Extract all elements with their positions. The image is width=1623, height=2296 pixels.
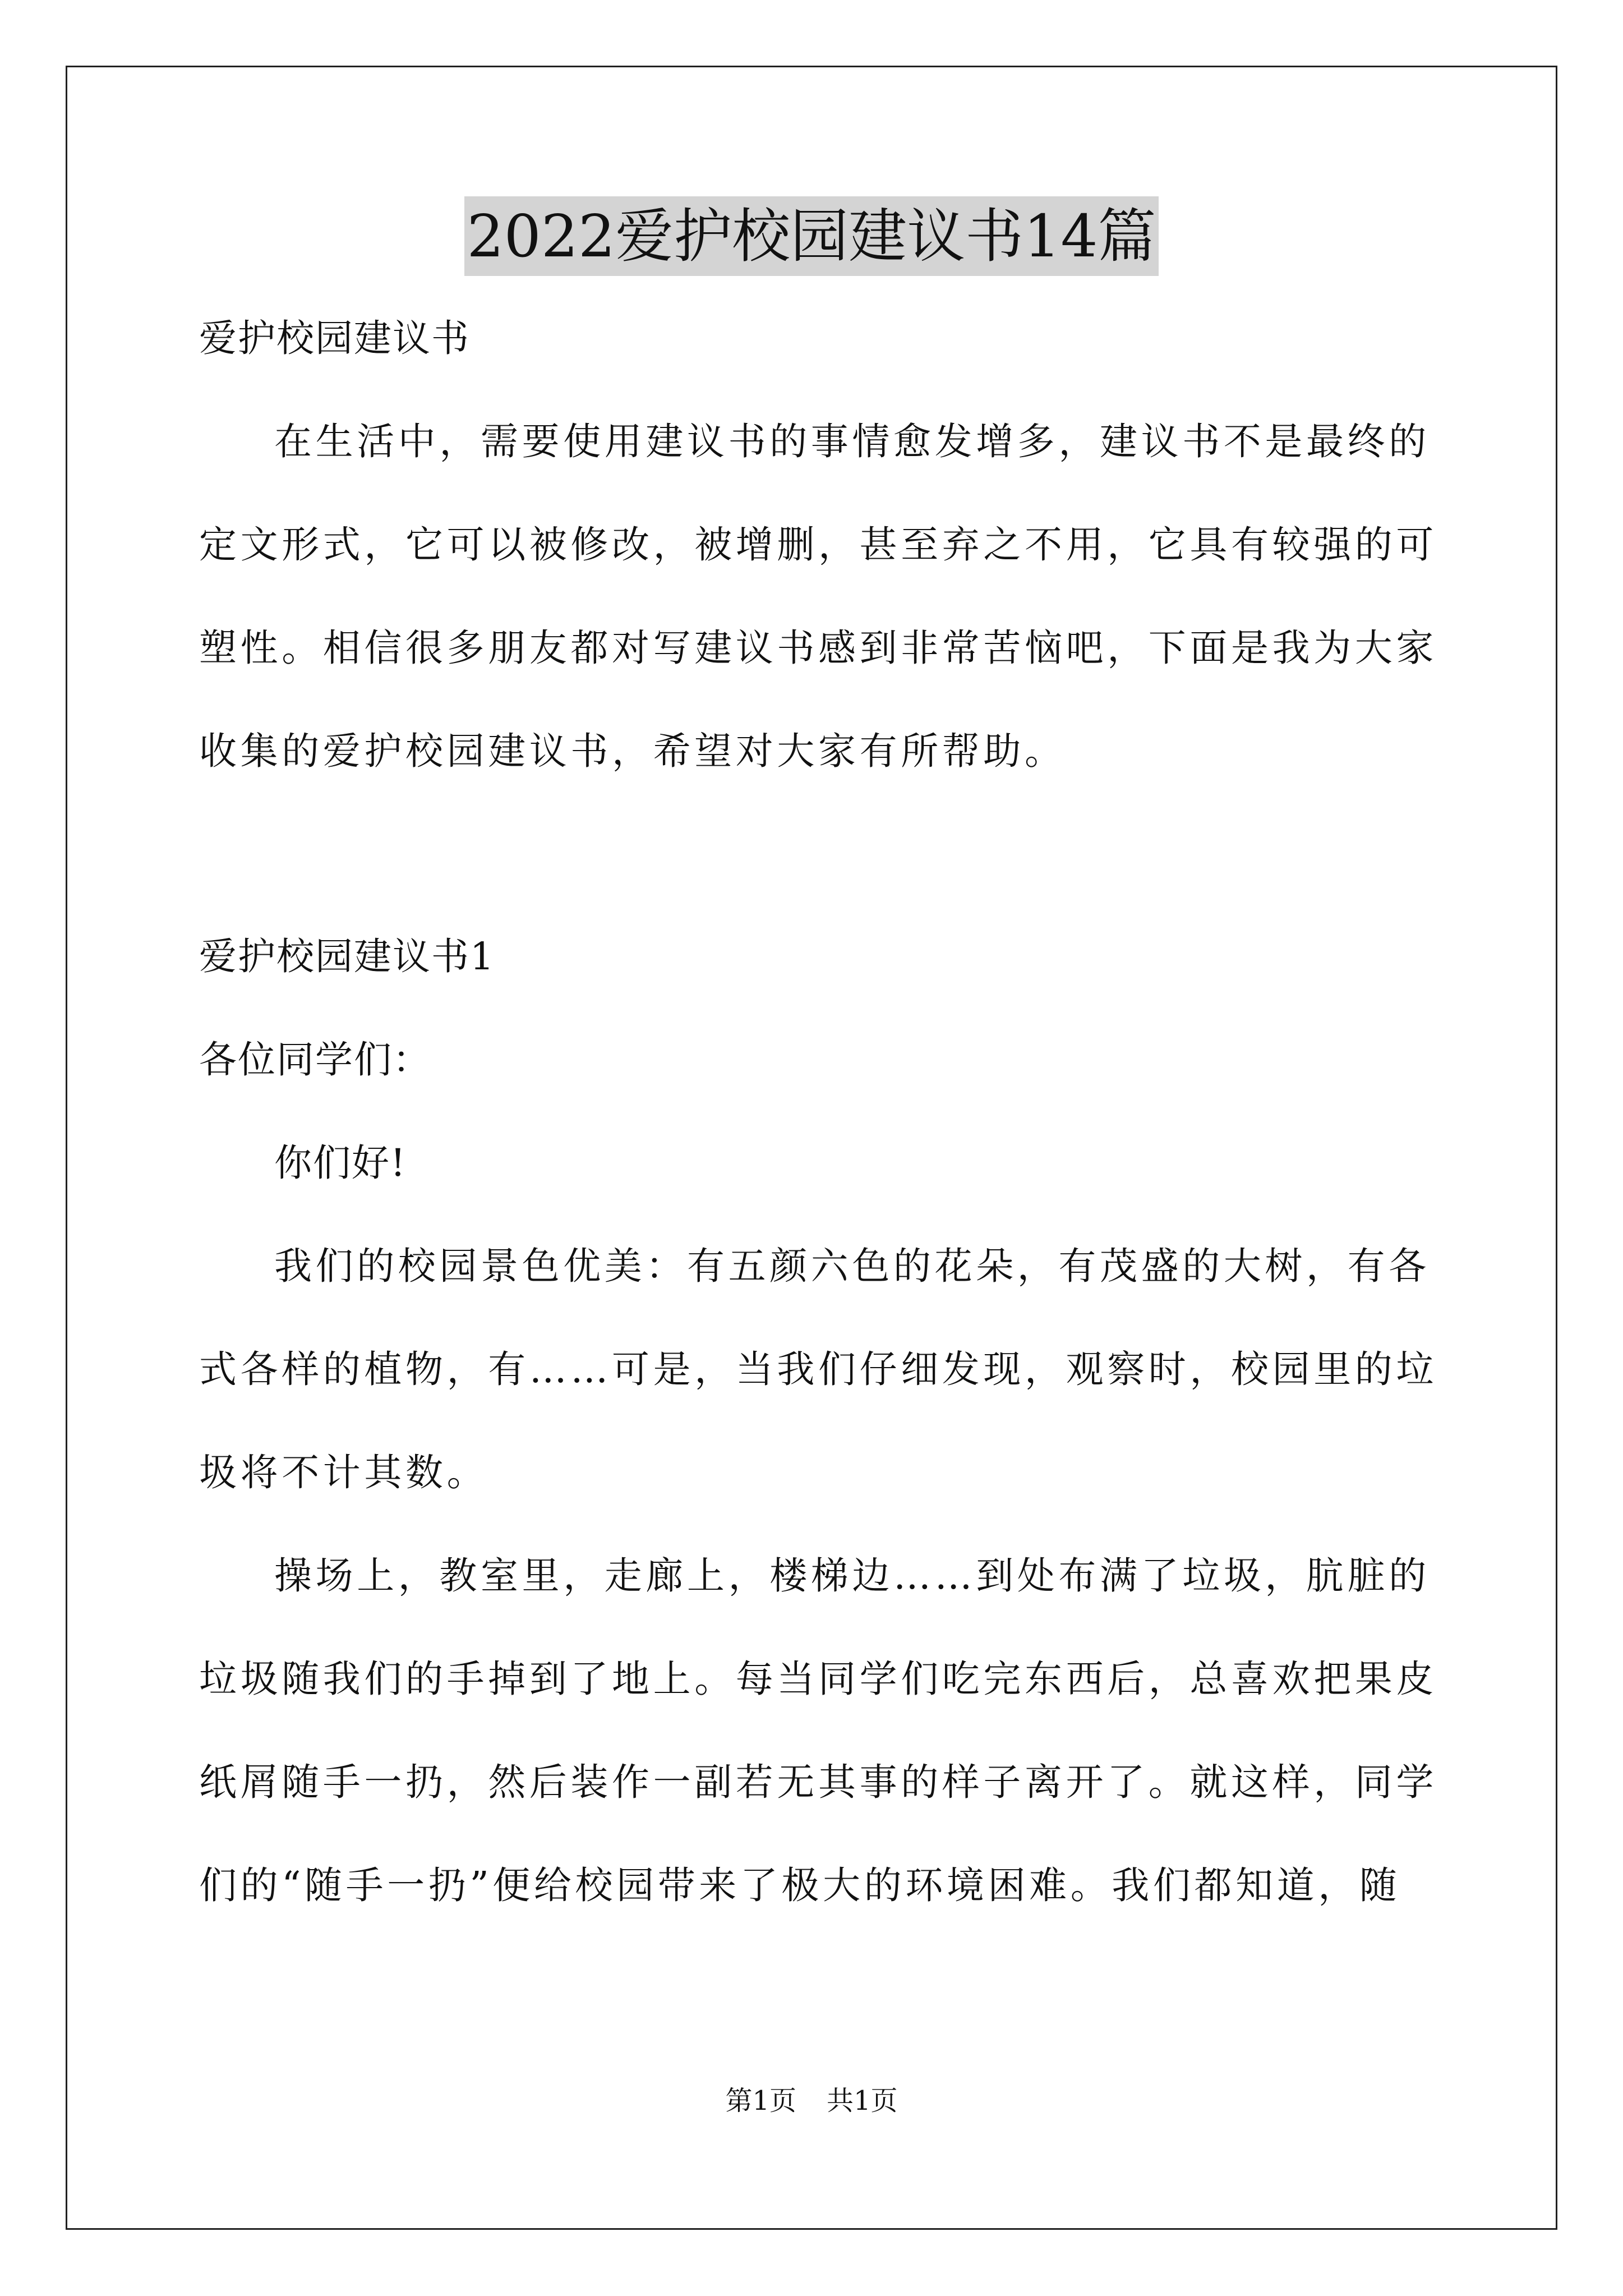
title-container	[0, 196, 1623, 276]
document-body	[199, 311, 1437, 1962]
paragraph-line: 垃圾随我们的手掉到了地上。每当同学们吃完东西后，总喜欢把果皮	[199, 1657, 1437, 1701]
section-heading: 爱护校园建议书1	[199, 935, 495, 978]
document-title: 2022爱护校园建议书14篇	[464, 196, 1158, 276]
paragraph-line: 纸屑随手一扔，然后装作一副若无其事的样子离开了。就这样，同学	[199, 1760, 1437, 1804]
paragraph-line: 我们的校园景色优美：有五颜六色的花朵，有茂盛的大树，有各	[274, 1244, 1430, 1288]
paragraph-line: 操场上，教室里，走廊上，楼梯边……到处布满了垃圾，肮脏的	[274, 1554, 1430, 1598]
greeting: 你们好!	[274, 1141, 407, 1185]
intro-heading: 爱护校园建议书	[199, 316, 470, 360]
paragraph-line: 式各样的植物，有……可是，当我们仔细发现，观察时，校园里的垃	[199, 1347, 1437, 1391]
page-total: 共1页	[827, 2085, 898, 2116]
paragraph-line: 圾将不计其数。	[199, 1451, 488, 1494]
intro-line: 定文形式，它可以被修改，被增删，甚至弃之不用，它具有较强的可	[199, 523, 1437, 567]
intro-line: 塑性。相信很多朋友都对写建议书感到非常苦恼吧，下面是我为大家	[199, 626, 1437, 670]
page-number: 第1页	[725, 2085, 796, 2116]
page-footer	[0, 2084, 1623, 2118]
salutation: 各位同学们：	[199, 1038, 431, 1082]
intro-line: 收集的爱护校园建议书，希望对大家有所帮助。	[199, 729, 1066, 773]
intro-line: 在生活中，需要使用建议书的事情愈发增多，建议书不是最终的	[274, 420, 1430, 463]
paragraph-line: 们的“随手一扔”便给校园带来了极大的环境困难。我们都知道，随	[199, 1864, 1401, 1907]
